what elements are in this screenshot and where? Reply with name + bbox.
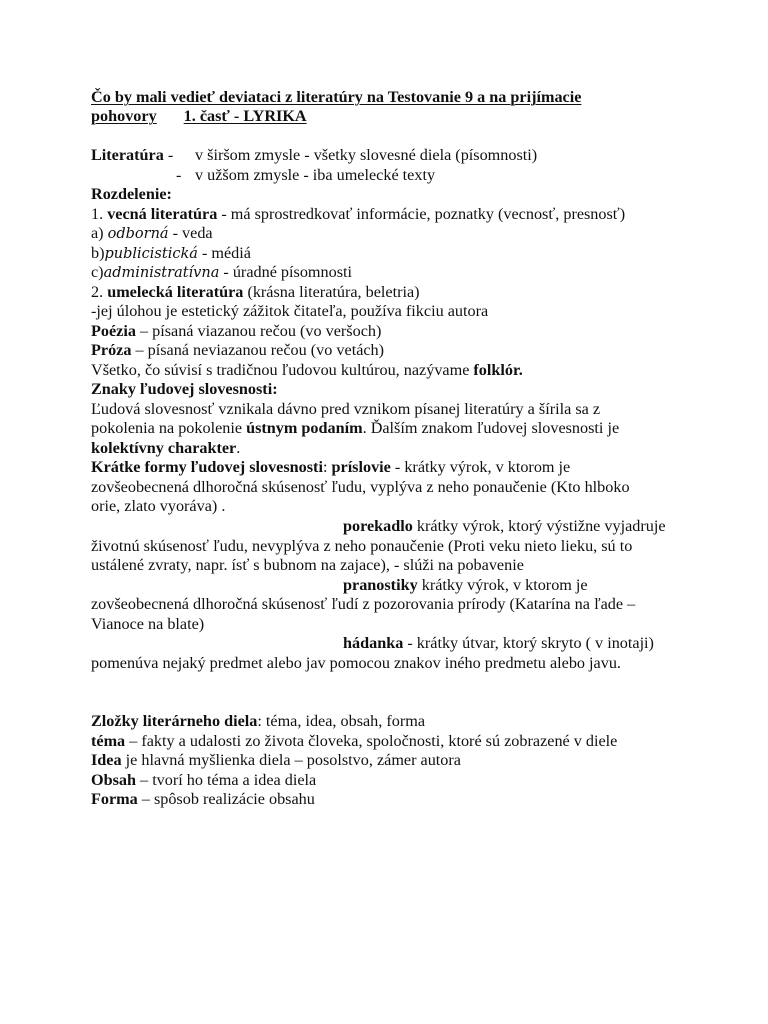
- proverb-line-2: zovšeobecnená dlhoročná skúsenosť ľudu, vyplýva z neho ponaučenie (Kto hlboko: [91, 478, 630, 496]
- art-role-line: -jej úlohou je estetický zážitok čitateľa, používa fikciu autora: [91, 302, 489, 320]
- definition-narrow: v užšom zmysle - iba umelecké texty: [195, 166, 436, 184]
- desc-tema: – fakty a udalosti zo života človeka, spoločnosti, ktoré sú zobrazené v diele: [125, 732, 618, 750]
- weather-saying-line-3: Vianoce na blate): [91, 615, 205, 633]
- components-list: : téma, idea, obsah, forma: [257, 712, 426, 730]
- subtype-a-line: [91, 224, 213, 244]
- desc-poezia: – písaná viazanou rečou (vo veršoch): [135, 322, 382, 340]
- definition-narrow-line: [176, 166, 436, 185]
- desc-administrativna: - úradné písomnosti: [219, 263, 352, 281]
- folklore-line: [91, 361, 523, 380]
- definition-wide-line: [91, 146, 538, 165]
- document-title-line-2: [91, 107, 307, 126]
- term-hadanka: hádanka: [343, 634, 404, 652]
- desc-vecna: - má sprostredkovať informácie, poznatky (vecnosť, presnosť): [217, 205, 626, 223]
- prose-line: [91, 341, 384, 360]
- folk-text: pokolenia na pokolenie: [91, 419, 247, 437]
- period: .: [236, 439, 241, 457]
- factual-literature-line: [91, 205, 625, 224]
- subtype-b-line: [91, 244, 251, 264]
- desc-odborna: - veda: [168, 224, 213, 242]
- colon: :: [322, 458, 332, 476]
- weather-saying-line: [343, 576, 588, 595]
- proverb-line-3: orie, zlato vyoráva) .: [91, 497, 226, 515]
- folk-heading: Znaky ľudovej slovesnosti:: [91, 380, 278, 398]
- content-line: [91, 771, 316, 790]
- term-folklor: folklór.: [473, 361, 523, 379]
- term-porekadlo: porekadlo: [343, 517, 413, 535]
- desc-publicisticka: - médiá: [197, 244, 251, 262]
- term-obsah: Obsah: [91, 771, 136, 789]
- idea-line: [91, 751, 461, 770]
- desc-proza: – písaná neviazanou rečou (vo vetách): [131, 341, 385, 359]
- term-proza: Próza: [91, 341, 132, 359]
- riddle-line-2: pomenúva nejaký predmet alebo jav pomocou znakov iného predmetu alebo javu.: [91, 654, 621, 672]
- title-text-2b: 1. časť - LYRIKA: [183, 107, 307, 125]
- desc-hadanka: - krátky útvar, ktorý skryto ( v inotaji): [403, 634, 654, 652]
- term-forma: Forma: [91, 790, 138, 808]
- term-publicisticka: publicistická: [104, 246, 198, 262]
- separator: -: [163, 146, 174, 164]
- saying-line-2: životnú skúsenosť ľudu, nevyplýva z neho ponaučenie (Proti veku nieto lieku, sú to: [91, 537, 633, 555]
- components-line: [91, 712, 425, 731]
- folklore-text: Všetko, čo súvisí s tradičnou ľudovou kultúrou, nazývame: [91, 361, 474, 379]
- desc-idea: je hlavná myšlienka diela – posolstvo, zámer autora: [121, 751, 461, 769]
- term-literatura: Literatúra: [91, 146, 164, 164]
- dash-bullet: -: [176, 166, 182, 184]
- term-administrativna: administratívna: [103, 265, 220, 281]
- saying-line: [343, 517, 666, 536]
- term-tema: téma: [91, 732, 126, 750]
- term-idea: Idea: [91, 751, 122, 769]
- desc-porekadlo: krátky výrok, ktorý výstižne vyjadruje: [412, 517, 666, 535]
- document-title-line-1: [91, 88, 581, 107]
- folk-paragraph-3: [91, 439, 240, 458]
- desc-pranostiky: krátky výrok, v ktorom je: [417, 576, 588, 594]
- term-vecna: vecná literatúra: [107, 205, 218, 223]
- art-literature-line: [91, 283, 420, 302]
- form-line: [91, 790, 315, 809]
- title-text-2a: pohovory: [91, 107, 157, 125]
- poetry-line: [91, 322, 381, 341]
- short-forms-heading: Krátke formy ľudovej slovesnosti: [91, 458, 323, 476]
- desc-obsah: – tvorí ho téma a idea diela: [136, 771, 317, 789]
- list-number: 2.: [91, 283, 108, 301]
- term-poezia: Poézia: [91, 322, 136, 340]
- folk-text: . Ďalším znakom ľudovej slovesnosti je: [362, 419, 620, 437]
- theme-line: [91, 732, 617, 751]
- folk-paragraph-1: Ľudová slovesnosť vznikala dávno pred vznikom písanej literatúry a šírila sa z: [91, 400, 601, 418]
- desc-umelecka: (krásna literatúra, beletria): [243, 283, 420, 301]
- saying-line-3: ustálené zvraty, napr. ísť s bubnom na zajace), - slúži na pobavenie: [91, 556, 524, 574]
- term-ustne-podanie: ústnym podaním: [246, 419, 363, 437]
- term-umelecka: umelecká literatúra: [107, 283, 244, 301]
- division-heading: Rozdelenie:: [91, 185, 172, 203]
- desc-forma: – spôsob realizácie obsahu: [137, 790, 315, 808]
- subtype-c-line: [91, 263, 352, 283]
- list-letter: b): [91, 244, 105, 262]
- folk-paragraph-2: [91, 419, 619, 438]
- riddle-line: [343, 634, 654, 653]
- components-heading: Zložky literárneho diela: [91, 712, 258, 730]
- term-pranostiky: pranostiky: [343, 576, 418, 594]
- term-kolektivny: kolektívny charakter: [91, 439, 237, 457]
- weather-saying-line-2: zovšeobecnená dlhoročná skúsenosť ľudí z pozorovania prírody (Katarína na ľade –: [91, 595, 636, 613]
- list-number: 1.: [91, 205, 108, 223]
- title-text-1: Čo by mali vedieť deviataci z literatúry na Testovanie 9 a na prijímacie: [91, 88, 582, 106]
- desc-prislovie: - krátky výrok, v ktorom je: [390, 458, 571, 476]
- list-letter: c): [91, 263, 104, 281]
- short-forms-line: [91, 458, 570, 477]
- definition-wide: v širšom zmysle - všetky slovesné diela (písomnosti): [195, 146, 538, 164]
- term-odborna: odborná: [107, 226, 169, 242]
- term-prislovie: príslovie: [331, 458, 391, 476]
- list-letter: a): [91, 224, 108, 242]
